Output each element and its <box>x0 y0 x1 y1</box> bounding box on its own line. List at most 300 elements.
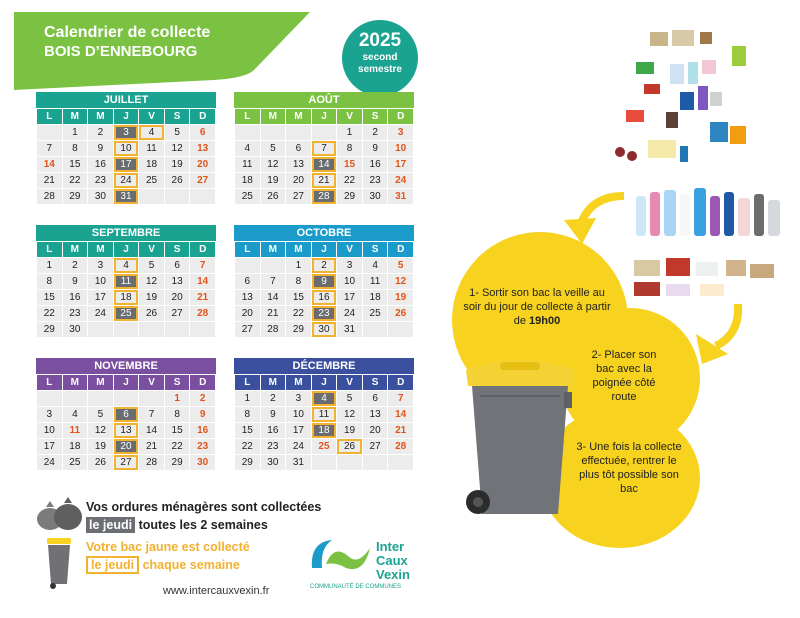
weekday-header: M <box>286 375 311 390</box>
day-cell: 1 <box>235 391 260 406</box>
empty-day <box>261 258 286 273</box>
day-cell: 18 <box>114 290 139 305</box>
day-cell: 8 <box>165 407 190 422</box>
weekday-header: D <box>190 242 215 257</box>
day-cell: 26 <box>139 306 164 321</box>
day-cell: 6 <box>165 258 190 273</box>
empty-day <box>190 322 215 337</box>
day-cell: 5 <box>337 391 362 406</box>
empty-day <box>114 391 139 406</box>
week-row <box>37 141 215 156</box>
day-cell: 5 <box>261 141 286 156</box>
week-row <box>37 407 215 422</box>
day-cell: 10 <box>388 141 413 156</box>
week-row <box>37 290 215 305</box>
day-cell: 8 <box>235 407 260 422</box>
logo-subtitle: COMMUNAUTÉ DE COMMUNES <box>310 584 401 590</box>
day-cell: 14 <box>312 157 337 172</box>
day-cell: 17 <box>286 423 311 438</box>
day-cell: 21 <box>37 173 62 188</box>
weekday-header: S <box>363 109 388 124</box>
week-row <box>37 189 215 204</box>
day-cell: 16 <box>312 290 337 305</box>
day-cell: 15 <box>37 290 62 305</box>
logo-line1: Inter <box>376 539 405 554</box>
day-cell: 21 <box>190 290 215 305</box>
weekday-header: M <box>286 109 311 124</box>
day-cell: 24 <box>337 306 362 321</box>
week-row <box>235 125 413 140</box>
week-row <box>37 125 215 140</box>
day-cell: 18 <box>235 173 260 188</box>
day-cell: 23 <box>363 173 388 188</box>
day-cell: 9 <box>312 274 337 289</box>
period-line2: semestre <box>358 64 402 75</box>
month-decembre <box>234 358 414 471</box>
day-cell: 6 <box>286 141 311 156</box>
day-cell: 22 <box>37 306 62 321</box>
week-row <box>235 258 413 273</box>
day-cell: 16 <box>363 157 388 172</box>
empty-day <box>88 391 113 406</box>
day-cell: 8 <box>37 274 62 289</box>
day-cell: 2 <box>63 258 88 273</box>
week-row <box>37 173 215 188</box>
day-cell: 10 <box>114 141 139 156</box>
week-row <box>235 391 413 406</box>
jaune-frequency: chaque semaine <box>142 558 240 572</box>
day-cell: 6 <box>114 407 139 422</box>
day-cell: 3 <box>337 258 362 273</box>
weekday-header: J <box>114 109 139 124</box>
day-cell: 1 <box>165 391 190 406</box>
day-cell: 27 <box>235 322 260 337</box>
day-cell: 26 <box>261 189 286 204</box>
day-cell: 6 <box>235 274 260 289</box>
day-cell: 25 <box>235 189 260 204</box>
weekday-header: V <box>139 109 164 124</box>
week-row <box>37 391 215 406</box>
day-cell: 8 <box>63 141 88 156</box>
week-row <box>235 423 413 438</box>
weekday-header: L <box>235 375 260 390</box>
day-cell: 10 <box>88 274 113 289</box>
weekday-header: M <box>286 242 311 257</box>
day-cell: 22 <box>165 439 190 454</box>
instruction-step1: 1- Sortir son bac la veille au soir du jour de collecte à partir de 19h00 <box>463 287 611 327</box>
day-cell: 24 <box>88 306 113 321</box>
day-cell: 24 <box>114 173 139 188</box>
day-cell: 15 <box>337 157 362 172</box>
week-row <box>37 258 215 273</box>
day-cell: 4 <box>235 141 260 156</box>
day-cell: 13 <box>235 290 260 305</box>
day-cell: 28 <box>388 439 413 454</box>
day-cell: 19 <box>88 439 113 454</box>
weekday-header: V <box>337 242 362 257</box>
week-row <box>235 157 413 172</box>
day-cell: 7 <box>312 141 337 156</box>
instruction-step3: 3- Une fois la collecte effectuée, rentrer le plus tôt possible son bac <box>576 441 682 495</box>
week-row <box>37 439 215 454</box>
day-cell: 17 <box>337 290 362 305</box>
empty-day <box>37 391 62 406</box>
week-row <box>235 455 413 470</box>
day-cell: 5 <box>165 125 190 140</box>
day-cell: 13 <box>165 274 190 289</box>
day-cell: 16 <box>190 423 215 438</box>
day-cell: 27 <box>114 455 139 470</box>
website-link[interactable]: www.intercauxvexin.fr <box>163 585 270 597</box>
day-cell: 28 <box>312 189 337 204</box>
weekday-header: J <box>114 242 139 257</box>
day-cell: 17 <box>114 157 139 172</box>
yellow-lid-bin-illustration <box>460 356 580 526</box>
commune-name: BOIS D’ENNEBOURG <box>44 43 198 60</box>
empty-day <box>165 189 190 204</box>
day-cell: 7 <box>37 141 62 156</box>
month-table <box>234 108 414 205</box>
day-cell: 6 <box>190 125 215 140</box>
day-cell: 3 <box>88 258 113 273</box>
day-cell: 13 <box>114 423 139 438</box>
month-table <box>36 241 216 338</box>
day-cell: 28 <box>139 455 164 470</box>
ordures-legend: Vos ordures ménagères sont collectées <box>86 500 322 514</box>
weekday-header: M <box>63 109 88 124</box>
day-cell: 30 <box>261 455 286 470</box>
week-row <box>235 306 413 321</box>
day-cell: 20 <box>363 423 388 438</box>
empty-day <box>286 125 311 140</box>
weekday-header: M <box>88 242 113 257</box>
day-cell: 9 <box>261 407 286 422</box>
day-cell: 25 <box>114 306 139 321</box>
day-cell: 4 <box>63 407 88 422</box>
weekday-header: M <box>261 375 286 390</box>
month-table <box>234 241 414 338</box>
day-cell: 14 <box>37 157 62 172</box>
day-cell: 2 <box>261 391 286 406</box>
weekday-header: S <box>363 375 388 390</box>
day-cell: 13 <box>286 157 311 172</box>
day-cell: 31 <box>114 189 139 204</box>
day-cell: 12 <box>165 141 190 156</box>
day-cell: 25 <box>363 306 388 321</box>
day-cell: 14 <box>190 274 215 289</box>
month-octobre <box>234 225 414 338</box>
step1-time: 19h00 <box>529 315 561 327</box>
empty-day <box>235 258 260 273</box>
day-cell: 15 <box>286 290 311 305</box>
day-cell: 30 <box>88 189 113 204</box>
day-cell: 23 <box>63 306 88 321</box>
empty-day <box>388 322 413 337</box>
day-cell: 29 <box>235 455 260 470</box>
day-cell: 26 <box>337 439 362 454</box>
empty-day <box>139 322 164 337</box>
week-row <box>235 407 413 422</box>
weekday-header: J <box>312 109 337 124</box>
weekday-header: D <box>388 109 413 124</box>
weekday-header: D <box>190 109 215 124</box>
day-cell: 1 <box>37 258 62 273</box>
packaging-items-illustration <box>610 22 780 172</box>
day-cell: 17 <box>37 439 62 454</box>
day-cell: 9 <box>190 407 215 422</box>
empty-day <box>37 125 62 140</box>
day-cell: 8 <box>337 141 362 156</box>
day-cell: 10 <box>337 274 362 289</box>
day-cell: 20 <box>235 306 260 321</box>
day-cell: 19 <box>337 423 362 438</box>
day-cell: 18 <box>139 157 164 172</box>
intercauxvexin-logo-icon <box>306 534 376 582</box>
day-cell: 28 <box>190 306 215 321</box>
day-cell: 7 <box>261 274 286 289</box>
day-cell: 31 <box>388 189 413 204</box>
month-title: AOÛT <box>234 92 414 108</box>
weekday-header: S <box>165 109 190 124</box>
day-cell: 21 <box>261 306 286 321</box>
day-cell: 30 <box>63 322 88 337</box>
day-cell: 11 <box>363 274 388 289</box>
day-cell: 27 <box>363 439 388 454</box>
day-cell: 25 <box>139 173 164 188</box>
day-cell: 4 <box>363 258 388 273</box>
day-cell: 9 <box>363 141 388 156</box>
week-row <box>37 455 215 470</box>
day-cell: 1 <box>286 258 311 273</box>
trash-bags-icon <box>36 495 84 531</box>
day-cell: 2 <box>190 391 215 406</box>
month-juillet <box>36 92 216 205</box>
ordures-legend-line2 <box>86 517 268 533</box>
day-cell: 14 <box>388 407 413 422</box>
day-cell: 27 <box>286 189 311 204</box>
empty-day <box>139 189 164 204</box>
month-septembre <box>36 225 216 338</box>
weekday-header: D <box>388 375 413 390</box>
jaune-legend: Votre bac jaune est collecté <box>86 540 250 554</box>
day-cell: 24 <box>388 173 413 188</box>
weekday-header: M <box>261 109 286 124</box>
weekday-header: V <box>139 375 164 390</box>
instruction-step2: 2- Placer son bac avec la poignée côté route <box>591 349 657 403</box>
week-row <box>37 322 215 337</box>
week-row <box>37 274 215 289</box>
week-row <box>235 322 413 337</box>
logo-line2: Caux <box>376 553 408 568</box>
weekday-header: L <box>235 242 260 257</box>
day-cell: 25 <box>63 455 88 470</box>
week-row <box>235 290 413 305</box>
day-cell: 23 <box>312 306 337 321</box>
logo-text <box>376 540 410 582</box>
day-cell: 2 <box>88 125 113 140</box>
day-cell: 3 <box>37 407 62 422</box>
day-cell: 15 <box>235 423 260 438</box>
day-cell: 18 <box>63 439 88 454</box>
day-cell: 5 <box>88 407 113 422</box>
day-cell: 30 <box>190 455 215 470</box>
day-cell: 2 <box>312 258 337 273</box>
weekday-header: J <box>114 375 139 390</box>
day-cell: 28 <box>261 322 286 337</box>
day-cell: 7 <box>139 407 164 422</box>
day-cell: 12 <box>261 157 286 172</box>
weekday-header: V <box>337 109 362 124</box>
month-table <box>234 374 414 471</box>
day-cell: 21 <box>139 439 164 454</box>
empty-day <box>63 391 88 406</box>
week-row <box>235 173 413 188</box>
week-row <box>37 306 215 321</box>
day-cell: 22 <box>63 173 88 188</box>
day-cell: 11 <box>139 141 164 156</box>
weekday-header: J <box>312 375 337 390</box>
day-cell: 20 <box>190 157 215 172</box>
weekday-header: M <box>63 375 88 390</box>
weekday-header: D <box>190 375 215 390</box>
day-cell: 29 <box>37 322 62 337</box>
day-cell: 11 <box>312 407 337 422</box>
day-cell: 26 <box>388 306 413 321</box>
day-cell: 21 <box>312 173 337 188</box>
day-cell: 14 <box>261 290 286 305</box>
day-cell: 11 <box>235 157 260 172</box>
day-cell: 11 <box>63 423 88 438</box>
day-cell: 12 <box>139 274 164 289</box>
weekday-header: L <box>37 242 62 257</box>
day-cell: 11 <box>114 274 139 289</box>
day-cell: 9 <box>88 141 113 156</box>
weekday-header: J <box>312 242 337 257</box>
day-cell: 20 <box>286 173 311 188</box>
day-cell: 10 <box>37 423 62 438</box>
day-cell: 27 <box>165 306 190 321</box>
month-novembre <box>36 358 216 471</box>
day-cell: 27 <box>190 173 215 188</box>
empty-day <box>190 189 215 204</box>
day-cell: 23 <box>261 439 286 454</box>
day-cell: 10 <box>286 407 311 422</box>
day-cell: 31 <box>286 455 311 470</box>
day-cell: 3 <box>388 125 413 140</box>
empty-day <box>363 322 388 337</box>
day-cell: 25 <box>312 439 337 454</box>
empty-day <box>388 455 413 470</box>
day-cell: 17 <box>388 157 413 172</box>
day-cell: 19 <box>388 290 413 305</box>
day-cell: 29 <box>165 455 190 470</box>
weekday-header: S <box>363 242 388 257</box>
day-cell: 4 <box>114 258 139 273</box>
day-cell: 14 <box>139 423 164 438</box>
weekday-header: L <box>37 375 62 390</box>
month-title: SEPTEMBRE <box>36 225 216 241</box>
day-cell: 31 <box>337 322 362 337</box>
day-cell: 16 <box>88 157 113 172</box>
weekday-header: M <box>63 242 88 257</box>
day-cell: 19 <box>261 173 286 188</box>
empty-day <box>261 125 286 140</box>
day-cell: 23 <box>88 173 113 188</box>
jaune-legend-line2 <box>86 556 240 574</box>
weekday-header: V <box>139 242 164 257</box>
day-cell: 19 <box>165 157 190 172</box>
day-cell: 30 <box>312 322 337 337</box>
month-title: OCTOBRE <box>234 225 414 241</box>
day-cell: 21 <box>388 423 413 438</box>
week-row <box>37 157 215 172</box>
week-row <box>37 423 215 438</box>
day-cell: 4 <box>139 125 164 140</box>
day-cell: 3 <box>114 125 139 140</box>
week-row <box>235 189 413 204</box>
day-cell: 24 <box>286 439 311 454</box>
day-cell: 24 <box>37 455 62 470</box>
empty-day <box>139 391 164 406</box>
empty-day <box>114 322 139 337</box>
week-row <box>235 274 413 289</box>
weekday-header: M <box>88 109 113 124</box>
day-cell: 30 <box>363 189 388 204</box>
day-cell: 17 <box>88 290 113 305</box>
ordures-frequency: toutes les 2 semaines <box>138 518 268 532</box>
day-cell: 16 <box>63 290 88 305</box>
yellow-bin-icon <box>44 538 74 590</box>
weekday-header: M <box>88 375 113 390</box>
empty-day <box>235 125 260 140</box>
weekday-header: S <box>165 375 190 390</box>
empty-day <box>88 322 113 337</box>
day-cell: 12 <box>337 407 362 422</box>
empty-day <box>312 455 337 470</box>
weekday-header: S <box>165 242 190 257</box>
day-cell: 13 <box>363 407 388 422</box>
day-cell: 22 <box>286 306 311 321</box>
day-cell: 22 <box>235 439 260 454</box>
weekday-header: D <box>388 242 413 257</box>
day-cell: 26 <box>88 455 113 470</box>
empty-day <box>337 455 362 470</box>
logo-line3: Vexin <box>376 567 410 582</box>
month-title: JUILLET <box>36 92 216 108</box>
day-cell: 2 <box>363 125 388 140</box>
weekday-header: L <box>235 109 260 124</box>
day-cell: 7 <box>190 258 215 273</box>
day-cell: 12 <box>88 423 113 438</box>
month-title: NOVEMBRE <box>36 358 216 374</box>
day-cell: 3 <box>286 391 311 406</box>
day-cell: 4 <box>312 391 337 406</box>
day-cell: 18 <box>363 290 388 305</box>
month-title: DÉCEMBRE <box>234 358 414 374</box>
week-row <box>235 439 413 454</box>
day-cell: 5 <box>388 258 413 273</box>
day-cell: 20 <box>165 290 190 305</box>
weekday-header: M <box>261 242 286 257</box>
day-cell: 26 <box>165 173 190 188</box>
month-table <box>36 108 216 205</box>
day-cell: 6 <box>363 391 388 406</box>
empty-day <box>165 322 190 337</box>
day-cell: 5 <box>139 258 164 273</box>
day-cell: 16 <box>261 423 286 438</box>
empty-day <box>312 125 337 140</box>
plastic-bottles-illustration <box>630 182 790 242</box>
